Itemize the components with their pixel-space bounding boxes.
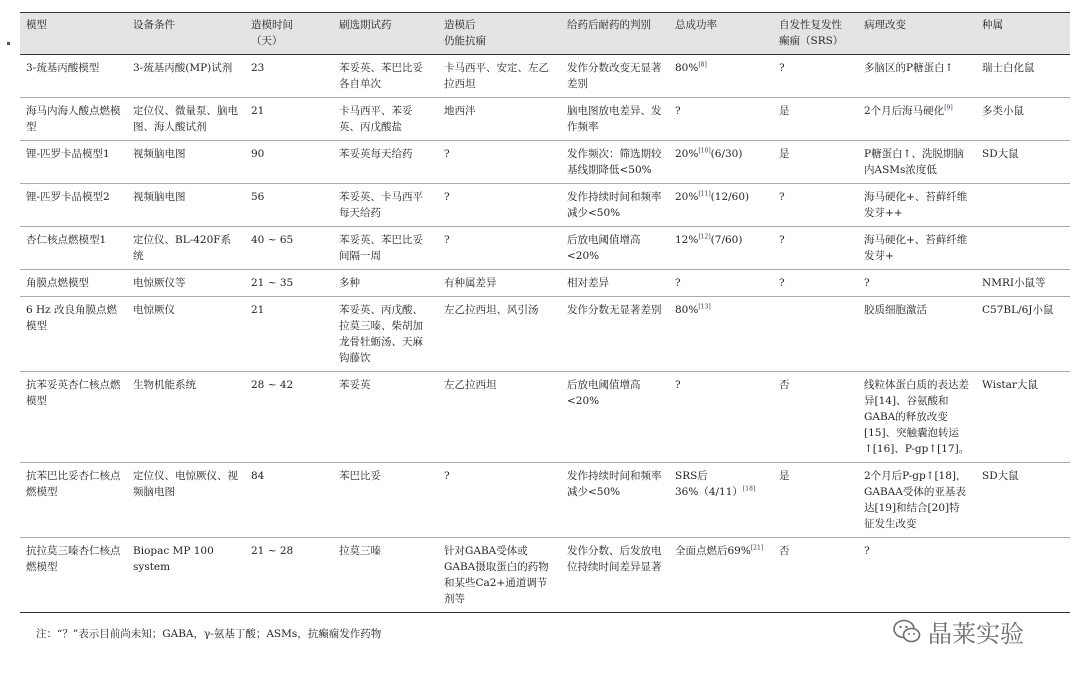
column-header: 造模后 仍能抗痫 bbox=[438, 13, 561, 55]
cell-text: 卡马西平、苯妥英、丙戊酸盐 bbox=[339, 105, 413, 133]
cell-text: 电惊厥仪 bbox=[133, 304, 175, 316]
cell-text: 21 ~ 35 bbox=[251, 277, 294, 289]
cell-text: 21 bbox=[251, 105, 265, 117]
table-cell bbox=[127, 372, 245, 463]
table-cell bbox=[245, 184, 333, 227]
cell-text: 线粒体蛋白质的表达差异[14]、谷氨酸和GABA的释放改变[15]、突触囊泡转运↑[16]、P-gp↑[17]。 bbox=[864, 379, 970, 455]
table-cell bbox=[858, 372, 976, 463]
table-cell bbox=[438, 141, 561, 184]
cell-text: 抗拉莫三嗪杏仁核点燃模型 bbox=[26, 545, 121, 573]
cell-text: 后放电阈值增高<20% bbox=[567, 379, 641, 407]
cell-text: 84 bbox=[251, 470, 265, 482]
table-cell bbox=[245, 270, 333, 297]
table-cell bbox=[333, 141, 438, 184]
table-cell bbox=[773, 270, 858, 297]
table-cell bbox=[976, 227, 1070, 270]
table-cell bbox=[333, 98, 438, 141]
cell-text: 否 bbox=[779, 545, 790, 557]
cell-text: 海马硬化+、苔藓纤维发芽+ bbox=[864, 234, 968, 262]
column-header: 给药后耐药的判别 bbox=[561, 13, 669, 55]
cell-text: 是 bbox=[779, 105, 790, 117]
table-cell bbox=[773, 538, 858, 613]
table-cell bbox=[858, 55, 976, 98]
table-cell bbox=[20, 141, 127, 184]
table-cell bbox=[245, 297, 333, 372]
cell-text: 全面点燃后69% bbox=[675, 545, 751, 557]
table-cell bbox=[245, 372, 333, 463]
cell-text: 瑞士白化鼠 bbox=[982, 62, 1035, 74]
table-cell bbox=[773, 372, 858, 463]
table-row bbox=[20, 463, 1070, 538]
table-row bbox=[20, 184, 1070, 227]
table-cell bbox=[669, 98, 773, 141]
reference-marker: [18] bbox=[742, 485, 756, 493]
cell-text: 20% bbox=[675, 148, 699, 160]
cell-text: 苯妥英每天给药 bbox=[339, 148, 413, 160]
header-row bbox=[20, 13, 1070, 55]
cell-text: 否 bbox=[779, 379, 790, 391]
cell-text: 苯妥英、苯巴比妥各自单次 bbox=[339, 62, 423, 90]
table-cell bbox=[438, 98, 561, 141]
cell-text: 20% bbox=[675, 191, 699, 203]
cell-text: 生物机能系统 bbox=[133, 379, 196, 391]
column-header: 自发性复发性 癫痫（SRS） bbox=[773, 13, 858, 55]
cell-text: ? bbox=[444, 234, 450, 246]
cell-text: 3-巯基丙酸(MP)试剂 bbox=[133, 62, 233, 74]
column-header: 模型 bbox=[20, 13, 127, 55]
table-cell bbox=[333, 184, 438, 227]
cell-text: Biopac MP 100 system bbox=[133, 545, 214, 573]
cell-text: ? bbox=[675, 277, 681, 289]
cell-text: 80% bbox=[675, 62, 699, 74]
table-cell bbox=[669, 538, 773, 613]
cell-text: 定位仪、BL-420F系统 bbox=[133, 234, 232, 262]
table-cell bbox=[976, 463, 1070, 538]
cell-text: 抗苯妥英杏仁核点燃模型 bbox=[26, 379, 121, 407]
table-cell bbox=[669, 184, 773, 227]
table-cell bbox=[976, 55, 1070, 98]
reference-marker: [21] bbox=[750, 544, 764, 552]
table-row bbox=[20, 372, 1070, 463]
cell-text: 后放电阈值增高<20% bbox=[567, 234, 641, 262]
table-cell bbox=[773, 184, 858, 227]
table-cell bbox=[333, 270, 438, 297]
watermark bbox=[892, 614, 1024, 649]
cell-text: C57BL/6J小鼠 bbox=[982, 304, 1054, 316]
table-cell bbox=[245, 538, 333, 613]
table-cell bbox=[773, 463, 858, 538]
column-header: 病理改变 bbox=[858, 13, 976, 55]
cell-text: 苯妥英、苯巴比妥间隔一周 bbox=[339, 234, 423, 262]
table-cell bbox=[976, 297, 1070, 372]
table-cell bbox=[245, 55, 333, 98]
table-cell bbox=[20, 270, 127, 297]
table-cell bbox=[438, 270, 561, 297]
table-cell bbox=[438, 538, 561, 613]
cell-text: 视频脑电图 bbox=[133, 191, 186, 203]
cell-text: 2个月后海马硬化 bbox=[864, 105, 945, 117]
table-cell bbox=[858, 227, 976, 270]
cell-text: 发作分数、后发放电位持续时间差异显著 bbox=[567, 545, 662, 573]
table-cell bbox=[245, 141, 333, 184]
reference-marker: [13] bbox=[698, 303, 711, 311]
cell-text: 电惊厥仪等 bbox=[133, 277, 186, 289]
cell-text: 发作分数改变无显著差别 bbox=[567, 62, 662, 90]
table-cell bbox=[858, 141, 976, 184]
cell-text: 21 ~ 28 bbox=[251, 545, 294, 557]
table-cell bbox=[561, 372, 669, 463]
table-cell bbox=[333, 538, 438, 613]
cell-text: 左乙拉西坦、风引汤 bbox=[444, 304, 539, 316]
cell-text: 定位仪、微量泵、脑电图、海人酸试剂 bbox=[133, 105, 238, 133]
table-cell bbox=[858, 463, 976, 538]
table-cell bbox=[127, 538, 245, 613]
table-cell bbox=[561, 463, 669, 538]
table-cell bbox=[561, 270, 669, 297]
cell-text: 90 bbox=[251, 148, 265, 160]
table-cell bbox=[333, 297, 438, 372]
table-row bbox=[20, 227, 1070, 270]
table-cell bbox=[773, 297, 858, 372]
table-cell bbox=[245, 463, 333, 538]
cell-text: 发作持续时间和频率减少<50% bbox=[567, 470, 662, 498]
cell-text: 卡马西平、安定、左乙拉西坦 bbox=[444, 62, 549, 90]
table-cell bbox=[127, 55, 245, 98]
cell-text: 发作频次：筛选期较基线期降低<50% bbox=[567, 148, 662, 176]
cell-text: ? bbox=[675, 379, 681, 391]
table-cell bbox=[669, 372, 773, 463]
cell-text: 定位仪、电惊厥仪、视频脑电图 bbox=[133, 470, 238, 498]
table-row bbox=[20, 297, 1070, 372]
table-cell bbox=[976, 184, 1070, 227]
cell-text: 胶质细胞激活 bbox=[864, 304, 927, 316]
cell-text: 海马硬化+、苔藓纤维发芽++ bbox=[864, 191, 968, 219]
table-header bbox=[20, 13, 1070, 55]
table-cell bbox=[669, 463, 773, 538]
table-cell bbox=[976, 141, 1070, 184]
table-cell bbox=[127, 184, 245, 227]
cell-text: 有种属差异 bbox=[444, 277, 497, 289]
cell-text: 2个月后P-gp↑[18]，GABAA受体的亚基表达[19]和结合[20]特征发生改变 bbox=[864, 470, 967, 530]
table-cell bbox=[561, 227, 669, 270]
table-cell bbox=[127, 141, 245, 184]
cell-text: 是 bbox=[779, 148, 790, 160]
table-cell bbox=[20, 98, 127, 141]
reference-marker: [10] bbox=[698, 147, 711, 155]
table-row bbox=[20, 98, 1070, 141]
table-cell bbox=[438, 372, 561, 463]
table-cell bbox=[858, 297, 976, 372]
table-cell bbox=[858, 98, 976, 141]
table-cell bbox=[976, 270, 1070, 297]
table-cell bbox=[20, 297, 127, 372]
table-cell bbox=[561, 297, 669, 372]
cell-text: 海马内海人酸点燃模型 bbox=[26, 105, 121, 133]
cell-text: 苯妥英、丙戊酸、拉莫三嗪、柴胡加龙骨牡蛎汤、天麻钩藤饮 bbox=[339, 304, 423, 364]
column-header: 总成功率 bbox=[669, 13, 773, 55]
cell-text: Wistar大鼠 bbox=[982, 379, 1038, 391]
cell-text: 56 bbox=[251, 191, 265, 203]
cell-text: ? bbox=[444, 191, 450, 203]
cell-text: 苯妥英、卡马西平每天给药 bbox=[339, 191, 423, 219]
table-cell bbox=[20, 55, 127, 98]
table-cell bbox=[561, 184, 669, 227]
cell-text: 视频脑电图 bbox=[133, 148, 186, 160]
cell-text: 28 ~ 42 bbox=[251, 379, 294, 391]
cell-text: 锂-匹罗卡品模型1 bbox=[26, 148, 110, 160]
column-header: 设备条件 bbox=[127, 13, 245, 55]
cell-text: 发作分数无显著差别 bbox=[567, 304, 662, 316]
table-cell bbox=[438, 227, 561, 270]
model-comparison-table bbox=[20, 12, 1070, 613]
table-cell bbox=[669, 141, 773, 184]
table-cell bbox=[20, 463, 127, 538]
table-cell bbox=[333, 227, 438, 270]
table-cell bbox=[20, 372, 127, 463]
column-header: 种属 bbox=[976, 13, 1070, 55]
table-cell bbox=[773, 227, 858, 270]
cell-text: 左乙拉西坦 bbox=[444, 379, 497, 391]
reference-marker: [12] bbox=[698, 233, 711, 241]
table-cell bbox=[245, 227, 333, 270]
cell-text: 锂-匹罗卡品模型2 bbox=[26, 191, 110, 203]
cell-text: 苯巴比妥 bbox=[339, 470, 381, 482]
cell-text: SD大鼠 bbox=[982, 470, 1019, 482]
cell-text: 角膜点燃模型 bbox=[26, 277, 89, 289]
column-header: 造模时间 （天） bbox=[245, 13, 333, 55]
cell-count: (7/60) bbox=[710, 234, 743, 246]
table-cell bbox=[669, 270, 773, 297]
table-cell bbox=[561, 538, 669, 613]
table-cell bbox=[669, 227, 773, 270]
table-cell bbox=[127, 270, 245, 297]
cell-text: 是 bbox=[779, 470, 790, 482]
table-cell bbox=[976, 372, 1070, 463]
cell-text: P糖蛋白↑、洗脱期脑内ASMs浓度低 bbox=[864, 148, 964, 176]
cell-text: ? bbox=[444, 148, 450, 160]
table-row bbox=[20, 270, 1070, 297]
table-cell bbox=[858, 184, 976, 227]
table-cell bbox=[245, 98, 333, 141]
table-footnote: 注：“？”表示目前尚未知；GABA，γ-氨基丁酸；ASMs，抗癫痫发作药物 bbox=[36, 628, 382, 640]
table-cell bbox=[438, 184, 561, 227]
cell-text: 拉莫三嗪 bbox=[339, 545, 381, 557]
cell-text: SRS后36%（4/11） bbox=[675, 470, 743, 498]
table-cell bbox=[438, 463, 561, 538]
table-cell bbox=[20, 227, 127, 270]
table-cell bbox=[561, 141, 669, 184]
cell-text: 23 bbox=[251, 62, 265, 74]
cell-text: 针对GABA受体或GABA摄取蛋白的药物和某些Ca2+通道调节剂等 bbox=[444, 545, 549, 605]
cell-text: 多脑区的P糖蛋白↑ bbox=[864, 62, 954, 74]
cell-text: ? bbox=[675, 105, 681, 117]
cell-text: ? bbox=[779, 191, 785, 203]
cell-text: ? bbox=[444, 470, 450, 482]
cell-text: 21 bbox=[251, 304, 265, 316]
table-cell bbox=[773, 55, 858, 98]
table-cell bbox=[561, 55, 669, 98]
cell-text: 苯妥英 bbox=[339, 379, 371, 391]
table-cell bbox=[773, 141, 858, 184]
cell-text: NMRI小鼠等 bbox=[982, 277, 1046, 289]
table-cell bbox=[127, 463, 245, 538]
table-row bbox=[20, 141, 1070, 184]
cell-text: ? bbox=[864, 277, 870, 289]
cell-text: ? bbox=[779, 277, 785, 289]
table-cell bbox=[438, 297, 561, 372]
table-cell bbox=[858, 270, 976, 297]
cell-text: 3-巯基丙酸模型 bbox=[26, 62, 100, 74]
table-cell bbox=[127, 227, 245, 270]
table-cell bbox=[561, 98, 669, 141]
table-cell bbox=[127, 297, 245, 372]
reference-marker: [11] bbox=[698, 190, 711, 198]
table-body bbox=[20, 55, 1070, 613]
table-row bbox=[20, 538, 1070, 613]
cell-text: 相对差异 bbox=[567, 277, 609, 289]
wechat-icon bbox=[892, 618, 922, 646]
table-cell bbox=[669, 297, 773, 372]
cell-count: (6/30) bbox=[710, 148, 743, 160]
cell-text: 80% bbox=[675, 304, 699, 316]
table-cell bbox=[773, 98, 858, 141]
cell-text: 脑电图放电差异、发作频率 bbox=[567, 105, 662, 133]
cell-text: 杏仁核点燃模型1 bbox=[26, 234, 107, 246]
cell-text: 多种 bbox=[339, 277, 360, 289]
cell-text: 多类小鼠 bbox=[982, 105, 1024, 117]
cell-text: 发作持续时间和频率减少<50% bbox=[567, 191, 662, 219]
cell-text: 12% bbox=[675, 234, 699, 246]
margin-mark bbox=[7, 42, 10, 45]
table-cell bbox=[333, 372, 438, 463]
cell-text: SD大鼠 bbox=[982, 148, 1019, 160]
table-cell bbox=[976, 98, 1070, 141]
table-cell bbox=[438, 55, 561, 98]
cell-count: (12/60) bbox=[710, 191, 750, 203]
reference-marker: [9] bbox=[944, 104, 953, 112]
reference-marker: [8] bbox=[698, 61, 707, 69]
table-cell bbox=[20, 538, 127, 613]
cell-text: 6 Hz 改良角膜点燃模型 bbox=[26, 304, 118, 332]
table-cell bbox=[333, 463, 438, 538]
table-cell bbox=[127, 98, 245, 141]
table-cell bbox=[669, 55, 773, 98]
cell-text: ? bbox=[779, 62, 785, 74]
table-cell bbox=[976, 538, 1070, 613]
column-header: 刷选期试药 bbox=[333, 13, 438, 55]
watermark-text: 晶莱实验 bbox=[928, 620, 1024, 648]
cell-text: 地西泮 bbox=[444, 105, 476, 117]
table-cell bbox=[20, 184, 127, 227]
table-row bbox=[20, 55, 1070, 98]
cell-text: 40 ~ 65 bbox=[251, 234, 294, 246]
table-cell bbox=[333, 55, 438, 98]
cell-text: ? bbox=[864, 545, 870, 557]
table-cell bbox=[858, 538, 976, 613]
cell-text: 抗苯巴比妥杏仁核点燃模型 bbox=[26, 470, 121, 498]
cell-text: ? bbox=[779, 234, 785, 246]
